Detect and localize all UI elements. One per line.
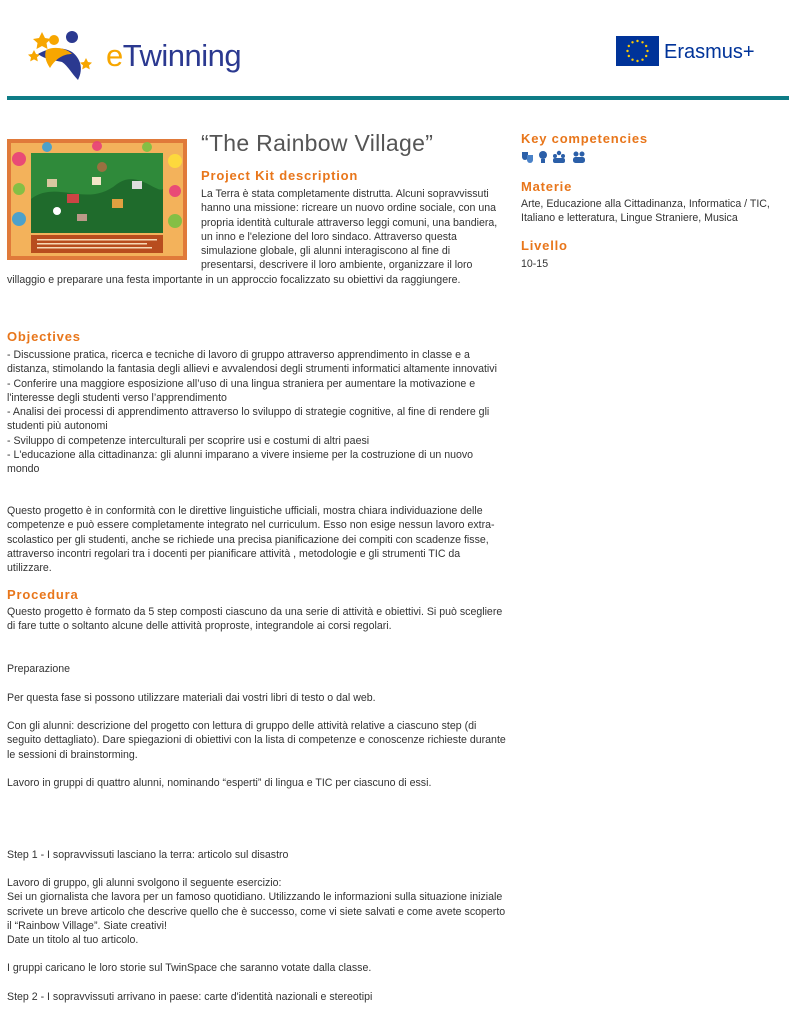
objective-item: - Conferire una maggiore esposizione all’uso di una lingua straniera per aumentare la motivazione e l'interesse degli studenti verso l’apprendimento	[7, 377, 476, 404]
conformity-paragraph: Questo progetto è in conformità con le direttive linguistiche ufficiali, mostra chiara individuazione delle competenze e può essere completamente integrato nel curriculum. Esso non esige nessun lavoro extra-scolastico per gli studenti, anche se richiede una precisa pianificazione dei compiti con scadenze fisse, attraverso incontri regolari tra i docenti per pianificare attività , metodologie e gli strumenti TIC da utilizzare.	[7, 505, 495, 575]
theater-masks-icon	[522, 152, 533, 163]
preparazione-paragraph-1: Per questa fase si possono utilizzare materiali dai vostri libri di testo o dal web.	[7, 692, 376, 704]
project-kit-description	[7, 187, 507, 287]
key-competencies-heading: Key competencies	[521, 131, 648, 146]
materie-text: Arte, Educazione alla Cittadinanza, Informatica / TIC, Italiano e letteratura, Lingue Straniere, Musica	[521, 198, 770, 225]
livello-heading: Livello	[521, 238, 568, 253]
preparazione-paragraph-3: Lavoro in gruppi di quattro alunni, nominando “esperti” di lingua e TIC per ciascuno di essi.	[7, 777, 432, 789]
preparazione-paragraph-2: Con gli alunni: descrizione del progetto con lettura di gruppo delle attività relative a ciascuno step (di seguito dettagliato). Dare spiegazioni di obiettivi con la lista di competenze e conoscenze richieste durante le sessioni di brainstorming.	[7, 720, 506, 761]
group-icon	[553, 151, 565, 163]
objectives-heading: Objectives	[7, 329, 81, 344]
users-icon	[573, 152, 585, 164]
step-1-line: Date un titolo al tuo articolo.	[7, 934, 139, 947]
step-1-title: Step 1 - I sopravvissuti lasciano la terra: articolo sul disastro	[7, 849, 289, 861]
objectives-list	[7, 348, 507, 477]
objective-item: - L'educazione alla cittadinanza: gli alunni imparano a vivere insieme per la costruzione di un nuovo mondo	[7, 449, 474, 476]
step-1-body	[7, 876, 507, 947]
objective-item: - Discussione pratica, ricerca e tecniche di lavoro di gruppo attraverso apprendimento in classe e a distanza, stimolando la fantasia degli allievi e avvalendosi degli strumenti informatici altamente innovativi	[7, 349, 497, 376]
procedura-intro: Questo progetto è formato da 5 step composti ciascuno da una serie di attività e obiettivi. Si può scegliere di fare tutte o soltanto alcune delle attività proproste, integrandole ai corsi regolari.	[7, 606, 503, 633]
erasmus-plus-logo	[616, 36, 776, 68]
step-2-title: Step 2 - I sopravvissuti arrivano in paese: carte d'identità nazionali e stereotipi	[7, 991, 373, 1003]
etwinning-emblem-icon	[28, 24, 102, 86]
step-1-line: Sei un giornalista che lavora per un famoso quotidiano. Utilizzando le informazioni sulla situazione iniziale scrivete un breve articolo che descrive quello che è successo, come vi siete salvati e come avete scoperto il “Rainbow Village”. Siate creativi!	[7, 891, 506, 932]
header-divider	[7, 96, 789, 100]
erasmus-plus-wordmark: Erasmus+	[664, 41, 755, 63]
lightbulb-icon	[539, 151, 547, 163]
eu-flag-icon	[616, 36, 659, 66]
objective-item: - Analisi dei processi di apprendimento attraverso lo sviluppo di strategie cognitive, al fine di rendere gli studenti più autonomi	[7, 406, 490, 433]
etwinning-wordmark: eTwinning	[106, 38, 242, 73]
materie-heading: Materie	[521, 179, 573, 194]
preparazione-label: Preparazione	[7, 663, 71, 675]
page-title: “The Rainbow Village”	[201, 130, 434, 156]
project-kit-text: La Terra è stata completamente distrutta. Alcuni sopravvissuti hanno una missione: ricreare un nuovo ordine sociale, con una propria identità culturale attraverso leggi comuni, una bandiera, un inno e l'elezione del loro sindaco. Attraverso questa simulazione globale, gli alunni interagiscono al fine di presentarsi, descrivere il loro ambiente, organizzare il loro villaggio e preparare una festa importante in un approccio focalizzato su obiettivi da raggiungere.	[7, 188, 498, 286]
step-1-line: Lavoro di gruppo, gli alunni svolgono il seguente esercizio:	[7, 877, 282, 889]
objective-item: - Sviluppo di competenze interculturali per scoprire usi e costumi di altri paesi	[7, 434, 370, 447]
step-1-upload-note: I gruppi caricano le loro storie sul TwinSpace che saranno votate dalla classe.	[7, 962, 372, 974]
procedura-heading: Procedura	[7, 587, 79, 602]
etwinning-logo	[28, 24, 242, 84]
livello-text: 10-15	[521, 258, 549, 270]
competency-icons	[521, 150, 591, 164]
project-kit-heading: Project Kit description	[201, 168, 359, 183]
